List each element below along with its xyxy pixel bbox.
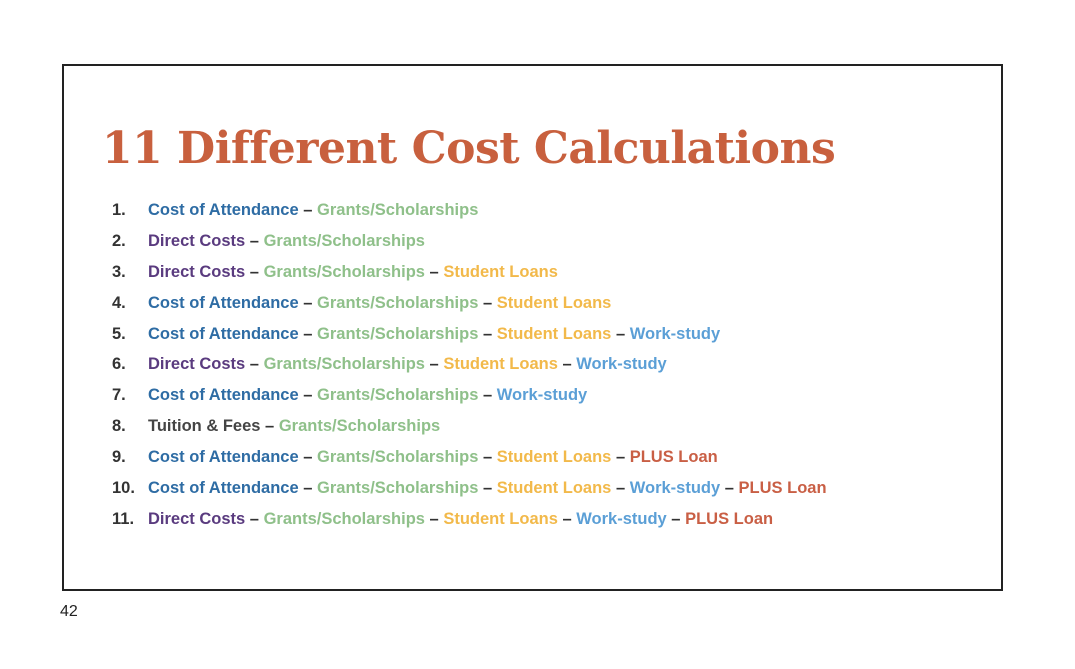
minus-separator: – <box>298 448 318 467</box>
term-plus-loan: PLUS Loan <box>685 509 774 528</box>
term-student-loans: Student Loans <box>496 293 612 312</box>
term-grants-scholarships: Grants/Scholarships <box>278 417 441 436</box>
cost-calculation-list <box>112 198 827 538</box>
term-plus-loan: PLUS Loan <box>629 448 718 467</box>
minus-separator: – <box>478 293 497 312</box>
item-formula <box>148 414 440 439</box>
term-student-loans: Student Loans <box>496 479 612 498</box>
list-item <box>112 507 827 538</box>
term-cost-of-attendance: Cost of Attendance <box>148 324 299 343</box>
minus-separator: – <box>245 231 264 250</box>
minus-separator: – <box>424 262 444 281</box>
term-grants-scholarships: Grants/Scholarships <box>317 448 479 467</box>
minus-separator: – <box>245 355 264 374</box>
term-direct-costs: Direct Costs <box>148 231 246 250</box>
term-student-loans: Student Loans <box>443 355 558 374</box>
term-student-loans: Student Loans <box>443 262 558 281</box>
item-number: 8. <box>112 417 126 436</box>
minus-separator: – <box>478 479 497 498</box>
item-number: 3. <box>112 262 126 281</box>
list-item <box>112 198 827 229</box>
item-formula <box>148 260 558 285</box>
item-formula <box>148 507 773 532</box>
minus-separator: – <box>424 355 444 374</box>
list-item <box>112 322 827 353</box>
minus-separator: – <box>557 355 577 374</box>
term-cost-of-attendance: Cost of Attendance <box>148 201 299 219</box>
list-item <box>112 414 827 445</box>
term-grants-scholarships: Grants/Scholarships <box>317 479 479 498</box>
term-grants-scholarships: Grants/Scholarships <box>317 201 479 219</box>
minus-separator: – <box>260 417 279 436</box>
item-number: 10. <box>112 479 135 498</box>
item-formula <box>148 445 718 470</box>
slide-frame <box>62 64 1003 591</box>
term-grants-scholarships: Grants/Scholarships <box>263 355 425 374</box>
term-direct-costs: Direct Costs <box>148 262 246 281</box>
term-cost-of-attendance: Cost of Attendance <box>148 479 299 498</box>
item-number: 5. <box>112 324 126 343</box>
term-grants-scholarships: Grants/Scholarships <box>317 293 479 312</box>
slide-title: 11 Different Cost Calculations <box>102 123 836 174</box>
minus-separator: – <box>611 479 630 498</box>
term-direct-costs: Direct Costs <box>148 355 246 374</box>
list-item <box>112 352 827 383</box>
minus-separator: – <box>720 479 739 498</box>
list-item <box>112 383 827 414</box>
minus-separator: – <box>666 509 686 528</box>
term-cost-of-attendance: Cost of Attendance <box>148 293 299 312</box>
minus-separator: – <box>298 386 318 405</box>
item-formula <box>148 476 827 501</box>
minus-separator: – <box>298 479 318 498</box>
minus-separator: – <box>298 324 318 343</box>
term-student-loans: Student Loans <box>496 324 612 343</box>
item-formula <box>148 198 478 223</box>
minus-separator: – <box>245 509 264 528</box>
term-work-study: Work-study <box>629 479 721 498</box>
minus-separator: – <box>478 324 497 343</box>
term-student-loans: Student Loans <box>496 448 612 467</box>
term-grants-scholarships: Grants/Scholarships <box>263 262 425 281</box>
item-number: 7. <box>112 386 126 405</box>
minus-separator: – <box>611 324 630 343</box>
minus-separator: – <box>478 448 497 467</box>
minus-separator: – <box>298 201 318 219</box>
term-grants-scholarships: Grants/Scholarships <box>263 231 425 250</box>
term-cost-of-attendance: Cost of Attendance <box>148 386 299 405</box>
item-formula <box>148 291 611 316</box>
item-number: 2. <box>112 231 126 250</box>
item-number: 9. <box>112 448 126 467</box>
term-grants-scholarships: Grants/Scholarships <box>317 324 479 343</box>
list-item <box>112 476 827 507</box>
term-grants-scholarships: Grants/Scholarships <box>317 386 479 405</box>
term-cost-of-attendance: Cost of Attendance <box>148 448 299 467</box>
term-grants-scholarships: Grants/Scholarships <box>263 509 425 528</box>
term-work-study: Work-study <box>576 355 667 374</box>
term-tuition-fees: Tuition & Fees <box>148 417 261 436</box>
list-item <box>112 291 827 322</box>
minus-separator: – <box>245 262 264 281</box>
minus-separator: – <box>478 386 497 405</box>
term-direct-costs: Direct Costs <box>148 509 246 528</box>
minus-separator: – <box>298 293 318 312</box>
page-number: 42 <box>60 603 78 620</box>
term-work-study: Work-study <box>496 386 588 405</box>
minus-separator: – <box>557 509 577 528</box>
list-item <box>112 445 827 476</box>
item-formula <box>148 383 587 408</box>
item-number: 1. <box>112 201 126 219</box>
item-formula <box>148 322 720 347</box>
item-number: 11. <box>112 509 135 528</box>
item-formula <box>148 352 667 377</box>
term-work-study: Work-study <box>629 324 721 343</box>
item-number: 4. <box>112 293 126 312</box>
term-plus-loan: PLUS Loan <box>738 479 827 498</box>
list-item <box>112 229 827 260</box>
minus-separator: – <box>424 509 444 528</box>
term-student-loans: Student Loans <box>443 509 558 528</box>
list-item <box>112 260 827 291</box>
minus-separator: – <box>611 448 630 467</box>
item-number: 6. <box>112 355 126 374</box>
term-work-study: Work-study <box>576 509 667 528</box>
item-formula <box>148 229 425 254</box>
